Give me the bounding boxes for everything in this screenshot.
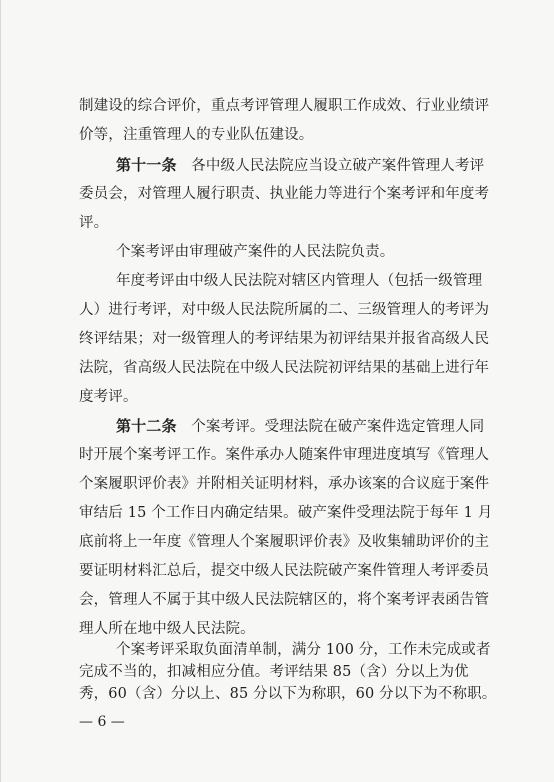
paragraph-first-line xyxy=(116,155,484,176)
text-line: 个案履职评价表》并附相关证明材料，承办该案的合议庭于案件 xyxy=(79,476,490,492)
text-line: 秀，60（含）分以上、85 分以下为称职，60 分以下为不称职。 xyxy=(79,686,497,702)
article-title: 第十二条 xyxy=(116,417,177,435)
page-number: — 6 — xyxy=(79,714,125,730)
text-line: 法院，省高级人民法院在中级人民法院初评结果的基础上进行年 xyxy=(79,360,490,376)
text-line: 时开展个案考评工作。案件承办人随案件审理进度填写《管理人 xyxy=(79,447,490,463)
text-line: 个案考评采取负面清单制，满分 100 分，工作未完成或者 xyxy=(116,642,491,658)
text-line: 年度考评由中级人民法院对辖区内管理人（包括一级管理 xyxy=(116,273,483,289)
text-line: 理人所在地中级人民法院。 xyxy=(79,621,255,637)
text-line: 审结后 15 个工作日内确定结果。破产案件受理法院于每年 1 月 xyxy=(79,505,493,521)
text-line: 制建设的综合评价，重点考评管理人履职工作成效、行业业绩评 xyxy=(79,98,490,114)
text-line: 完成不当的，扣减相应分值。考评结果 85（含）分以上为优 xyxy=(79,664,469,680)
text-line: 终评结果；对一级管理人的考评结果为初评结果并报省高级人民 xyxy=(79,331,490,347)
text-line: 评。 xyxy=(79,215,109,231)
text-line: 人）进行考评，对中级人民法院所属的二、三级管理人的考评为 xyxy=(79,302,490,318)
text-line: 度考评。 xyxy=(79,389,138,405)
article-title: 第十一条 xyxy=(116,156,177,174)
text-line: 会，管理人不属于其中级人民法院辖区的，将个案考评表函告管 xyxy=(79,592,490,608)
text-line: 个案考评由审理破产案件的人民法院负责。 xyxy=(116,244,395,260)
text-line: 底前将上一年度《管理人个案履职评价表》及收集辅助评价的主 xyxy=(79,534,490,550)
text-line: 委员会，对管理人履行职责、执业能力等进行个案考评和年度考 xyxy=(79,186,490,202)
text-line: 各中级人民法院应当设立破产案件管理人考评 xyxy=(176,158,485,174)
paragraph-first-line xyxy=(116,416,484,437)
text-line: 个案考评。受理法院在破产案件选定管理人同 xyxy=(176,419,485,435)
text-line: 价等，注重管理人的专业队伍建设。 xyxy=(79,127,314,143)
text-line: 要证明材料汇总后，提交中级人民法院破产案件管理人考评委员 xyxy=(79,563,490,579)
